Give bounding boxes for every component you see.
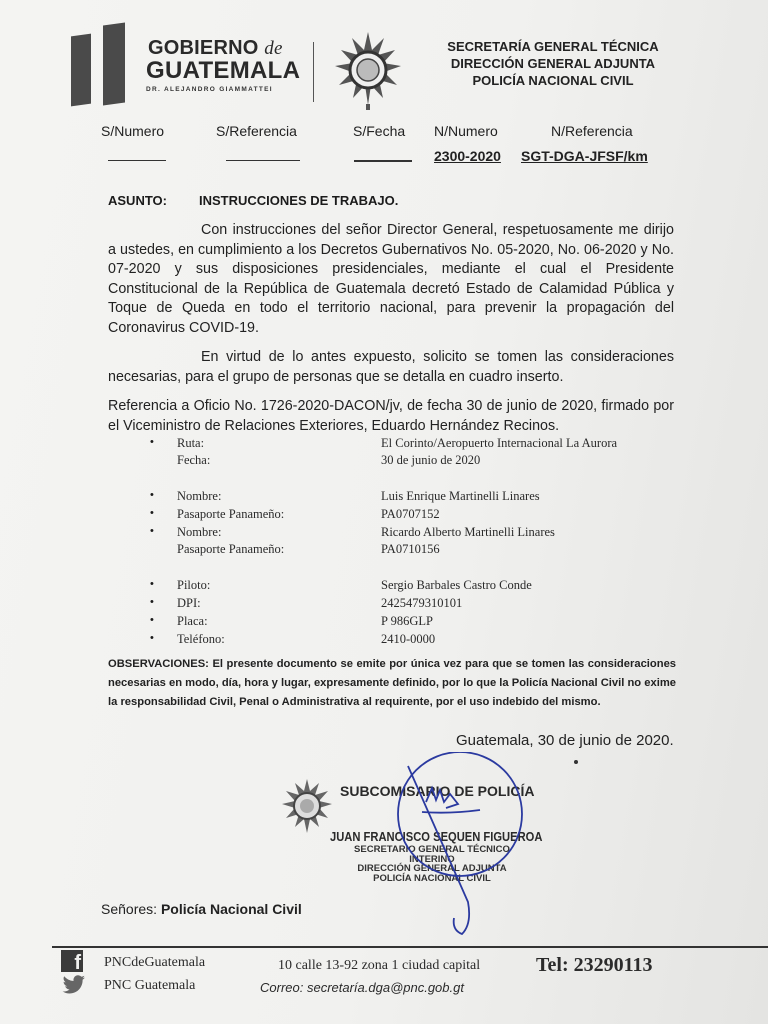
addressee-value: Policía Nacional Civil	[160, 901, 302, 917]
facebook-icon: f	[61, 950, 83, 972]
detail-label: Pasaporte Panameño:	[177, 507, 285, 521]
handwritten-signature	[380, 752, 540, 942]
footer-divider	[52, 946, 768, 948]
detail-label: DPI:	[177, 596, 201, 610]
detail-value: El Corinto/Aeropuerto Internacional La Aurora	[381, 436, 618, 450]
signature-role-line-2: DIRECCIÓN GENERAL ADJUNTA	[357, 863, 507, 874]
signature-role-line-1: SECRETARIO GENERAL TÉCNICO INTERINO	[354, 844, 510, 865]
s-referencia-blank	[226, 160, 300, 161]
gov-logo-bar-left	[71, 34, 91, 107]
bullet-icon: •	[150, 489, 154, 501]
n-numero-label: N/Numero	[434, 123, 498, 139]
s-referencia-label: S/Referencia	[216, 123, 297, 139]
gov-logo-bar-right	[103, 22, 125, 105]
bullet-icon: •	[150, 596, 154, 608]
subject-label: ASUNTO:	[108, 193, 167, 208]
subject-value: INSTRUCCIONES DE TRABAJO.	[199, 193, 399, 208]
pnc-badge-icon	[333, 30, 403, 112]
detail-value: PA0710156	[381, 542, 440, 556]
bullet-icon: •	[150, 578, 154, 590]
detail-label: Nombre:	[177, 489, 222, 503]
office-header	[428, 38, 678, 89]
body-paragraph-1: Con instrucciones del señor Director General, respetuosamente me dirijo a ustedes, en cumplimiento a los Decretos Gubernativos No. 05-2020, No. 06-2020 y No. 07-2020 y sus disposiciones presidenciales, mediante el cual el Presidente Constitucional de la República de Guatemala decretó Estado de Calamidad Pública y Toque de Queda en todo el territorio nacional, para prevenir la propagación del Coronavirus COVID-19.	[108, 222, 674, 336]
detail-value: 30 de junio de 2020	[381, 453, 481, 467]
detail-label: Ruta:	[177, 436, 205, 450]
footer-facebook: PNCdeGuatemala	[104, 955, 206, 970]
detail-value: 2425479310101	[381, 596, 463, 610]
office-line-3: POLICÍA NACIONAL CIVIL	[472, 73, 634, 88]
detail-label: Nombre:	[177, 525, 222, 539]
s-numero-label: S/Numero	[101, 123, 165, 139]
place-date: Guatemala, 30 de junio de 2020.	[456, 732, 674, 749]
observations	[108, 655, 676, 712]
footer-twitter: PNC Guatemala	[104, 978, 196, 993]
office-line-2: DIRECCIÓN GENERAL ADJUNTA	[450, 56, 656, 71]
signature-name: JUAN FRANCISCO SEQUEN FIGUEROA	[330, 829, 543, 844]
detail-value: PA0707152	[381, 507, 440, 521]
detail-label: Placa:	[177, 614, 208, 628]
n-numero-value: 2300-2020	[434, 148, 501, 164]
detail-label: Piloto:	[177, 578, 211, 592]
detail-label: Fecha:	[177, 453, 211, 467]
gov-logo-line2: GUATEMALA	[146, 57, 301, 84]
detail-value: Sergio Barbales Castro Conde	[381, 578, 532, 592]
footer-phone: Tel: 23290113	[536, 954, 653, 976]
n-referencia-label: N/Referencia	[551, 123, 633, 139]
body-paragraph-2: En virtud de lo antes expuesto, solicito se tomen las consideraciones necesarias, para el grupo de personas que se detalla en cuadro inserto.	[108, 349, 674, 385]
bullet-icon: •	[150, 436, 154, 448]
addressee-label: Señores:	[101, 901, 158, 917]
detail-value: P 986GLP	[381, 614, 433, 628]
n-referencia-value: SGT-DGA-JFSF/km	[521, 148, 648, 164]
gov-logo-president: DR. ALEJANDRO GIAMMATTEI	[146, 86, 273, 93]
bullet-icon: •	[150, 507, 154, 519]
office-line-1: SECRETARÍA GENERAL TÉCNICA	[447, 39, 659, 54]
observations-label: OBSERVACIONES:	[108, 658, 209, 670]
bullet-icon: •	[150, 632, 154, 644]
logo-divider	[313, 42, 314, 102]
observations-text: El presente documento se emite por única vez para que se tomen las consideraciones necesarias en modo, día, hora y lugar, expresamente definido, por lo que la Policía Nacional Civil no exime la responsabilidad Civil, Penal o Administrativa al requirente, por el uso indebido del mismo.	[108, 658, 677, 708]
detail-value: Luis Enrique Martinelli Linares	[381, 489, 540, 503]
ink-dot	[574, 760, 578, 764]
detail-value: Ricardo Alberto Martinelli Linares	[381, 525, 555, 539]
body-paragraph-3: Referencia a Oficio No. 1726-2020-DACON/jv, de fecha 30 de junio de 2020, firmado por el Viceministro de Relaciones Exteriores, Eduardo Hernández Recinos.	[108, 398, 674, 434]
signature-title: SUBCOMISARIO DE POLICÍA	[340, 783, 535, 799]
addressee	[101, 901, 302, 917]
bullet-icon: •	[150, 525, 154, 537]
s-fecha-blank	[354, 160, 412, 162]
bullet-icon: •	[150, 614, 154, 626]
seal-badge-icon	[281, 777, 333, 841]
s-fecha-label: S/Fecha	[353, 123, 406, 139]
twitter-icon	[62, 975, 86, 995]
gov-logo-line1: GOBIERNO de	[148, 37, 283, 59]
s-numero-blank	[108, 160, 166, 161]
detail-value: 2410-0000	[381, 632, 436, 646]
signature-role-line-3: POLICÍA NACIONAL CIVIL	[373, 872, 491, 884]
footer-address: 10 calle 13-92 zona 1 ciudad capital	[278, 958, 481, 973]
detail-label: Teléfono:	[177, 632, 225, 646]
footer-email: Correo: secretaría.dga@pnc.gob.gt	[260, 980, 464, 995]
detail-label: Pasaporte Panameño:	[177, 542, 285, 556]
